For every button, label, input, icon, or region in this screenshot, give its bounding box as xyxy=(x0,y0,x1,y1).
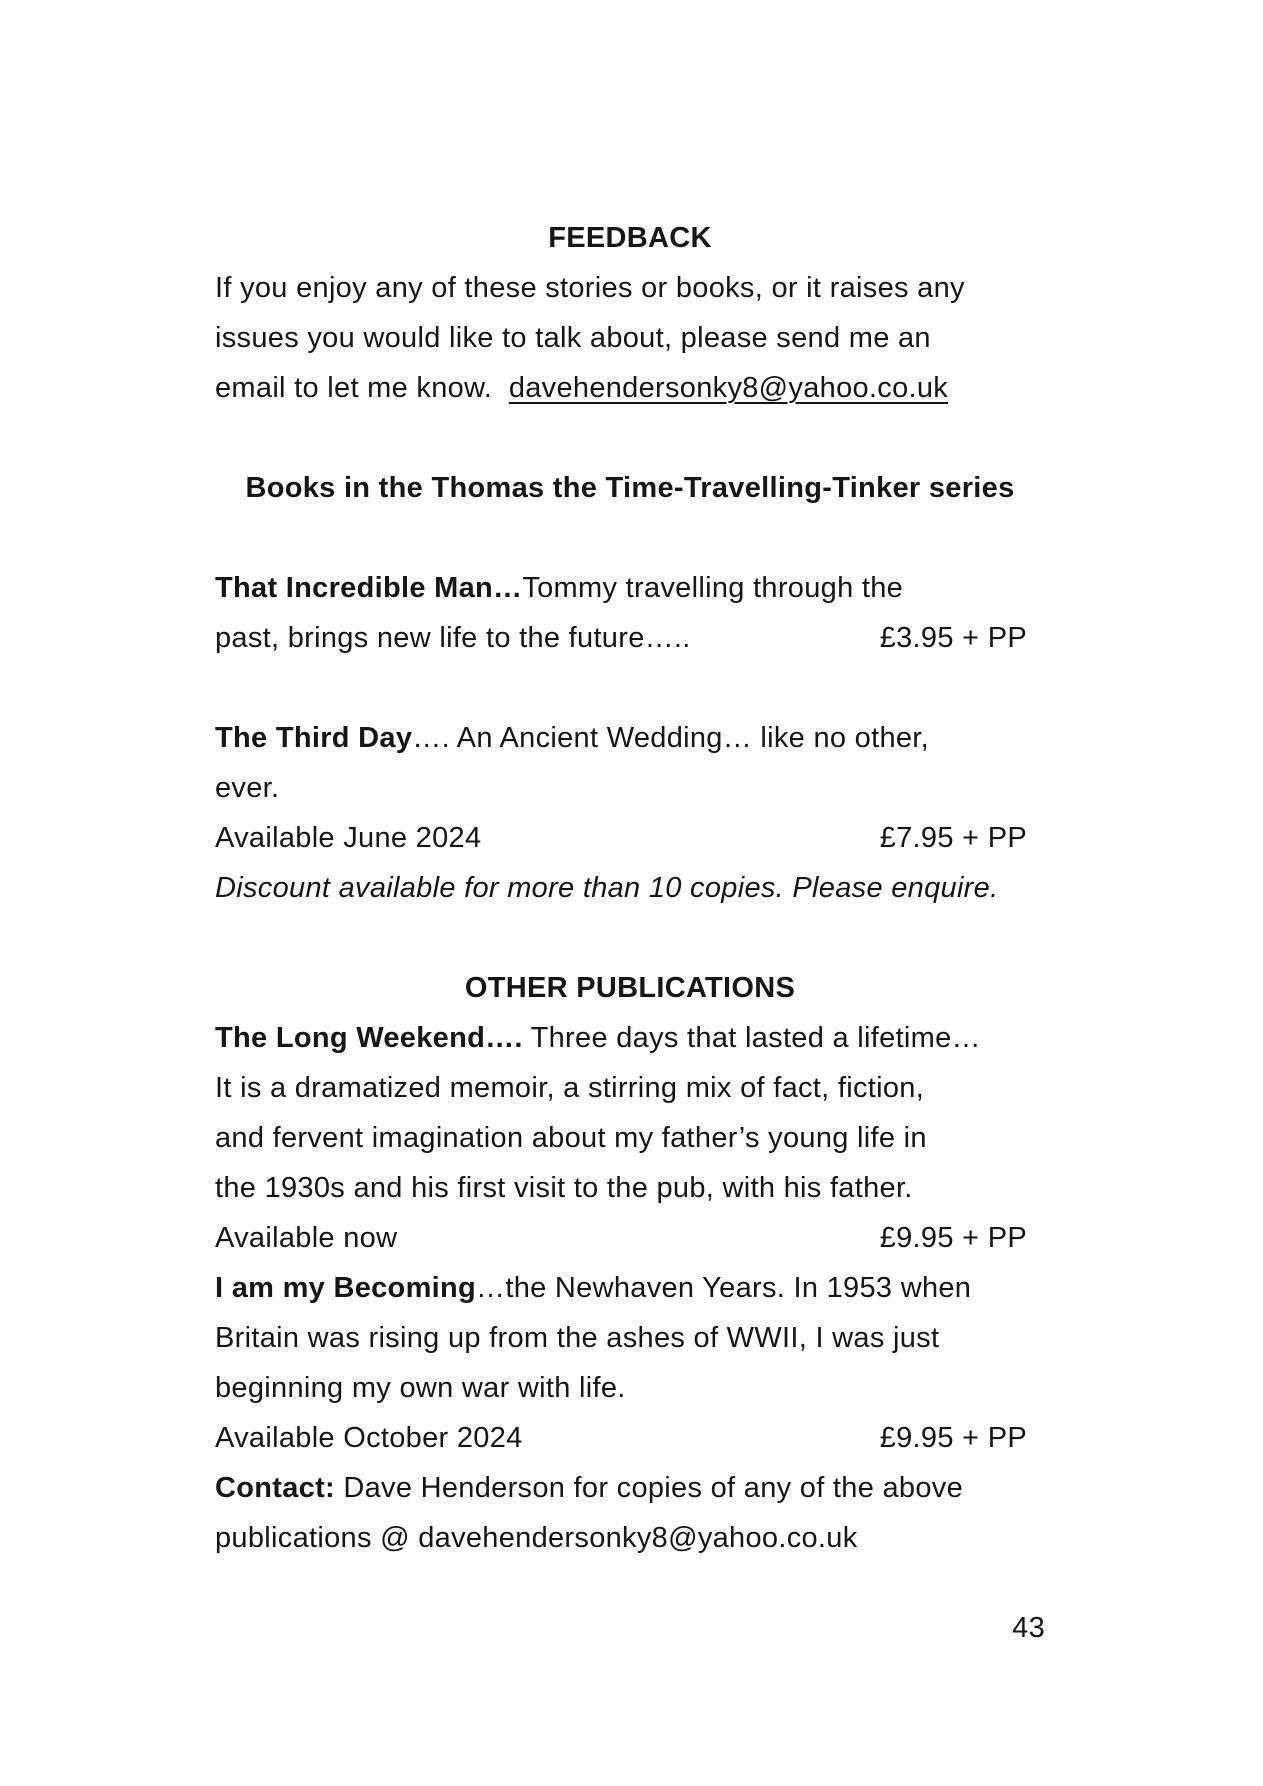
blank-line xyxy=(215,413,1045,463)
blank-line xyxy=(215,663,1045,713)
contact-line-1 xyxy=(215,1463,1045,1513)
series-heading: Books in the Thomas the Time-Travelling-Tinker series xyxy=(245,472,1015,504)
book1-price: £3.95 + PP xyxy=(879,622,1027,654)
contact-line-2: publications @ davehendersonky8@yahoo.co.uk xyxy=(215,1522,858,1554)
pub2-desc-1: …the Newhaven Years. In 1953 when xyxy=(476,1272,972,1304)
pub1-availability-line xyxy=(215,1213,1045,1263)
pub1-desc-1: Three days that lasted a lifetime… xyxy=(522,1022,981,1054)
contact-text-1: Dave Henderson for copies of any of the above xyxy=(335,1472,964,1504)
pub2-availability: Available October 2024 xyxy=(215,1422,523,1454)
book2-availability: Available June 2024 xyxy=(215,822,482,854)
feedback-line-3-text: email to let me know. xyxy=(215,372,509,404)
pub2-desc-2: Britain was rising up from the ashes of WWII, I was just xyxy=(215,1322,940,1354)
pub1-price: £9.95 + PP xyxy=(879,1222,1027,1254)
book2-desc-2: ever. xyxy=(215,772,280,804)
book2-desc: …. An Ancient Wedding… like no other, xyxy=(412,722,930,754)
feedback-line-1: If you enjoy any of these stories or books, or it raises any xyxy=(215,272,965,304)
pub2-title: I am my Becoming xyxy=(215,1272,477,1304)
blank-line xyxy=(215,513,1045,563)
feedback-line-2: issues you would like to talk about, please send me an xyxy=(215,322,931,354)
book1-title: That Incredible Man… xyxy=(215,572,523,604)
pub1-title: The Long Weekend…. xyxy=(215,1022,523,1054)
book2-title-line xyxy=(215,713,1045,763)
contact-label: Contact: xyxy=(215,1472,335,1504)
page-content xyxy=(215,213,1045,1653)
email-link[interactable]: davehendersonky8@yahoo.co.uk xyxy=(508,372,949,404)
pub1-title-line xyxy=(215,1013,1045,1063)
pub1-desc-4: the 1930s and his first visit to the pub, with his father. xyxy=(215,1172,913,1204)
pub2-price: £9.95 + PP xyxy=(879,1422,1027,1454)
pub1-availability: Available now xyxy=(215,1222,398,1254)
pub2-title-line xyxy=(215,1263,1045,1313)
book1-title-line xyxy=(215,563,1045,613)
book1-desc: Tommy travelling through the xyxy=(522,572,904,604)
page-number: 43 xyxy=(1012,1612,1045,1644)
feedback-heading: FEEDBACK xyxy=(548,222,712,254)
book2-price: £7.95 + PP xyxy=(879,822,1027,854)
pub2-availability-line xyxy=(215,1413,1045,1463)
book2-availability-line xyxy=(215,813,1045,863)
blank-line xyxy=(215,913,1045,963)
book1-price-line xyxy=(215,613,1045,663)
pub1-desc-2: It is a dramatized memoir, a stirring mix of fact, fiction, xyxy=(215,1072,925,1104)
other-publications-heading: OTHER PUBLICATIONS xyxy=(464,972,796,1004)
pub1-desc-3: and fervent imagination about my father’s young life in xyxy=(215,1122,927,1154)
feedback-line-3 xyxy=(215,363,1045,413)
book2-title: The Third Day xyxy=(215,722,413,754)
pub2-desc-3: beginning my own war with life. xyxy=(215,1372,626,1404)
discount-note: Discount available for more than 10 copies. Please enquire. xyxy=(215,872,999,904)
book1-desc-2: past, brings new life to the future….. xyxy=(215,622,691,654)
